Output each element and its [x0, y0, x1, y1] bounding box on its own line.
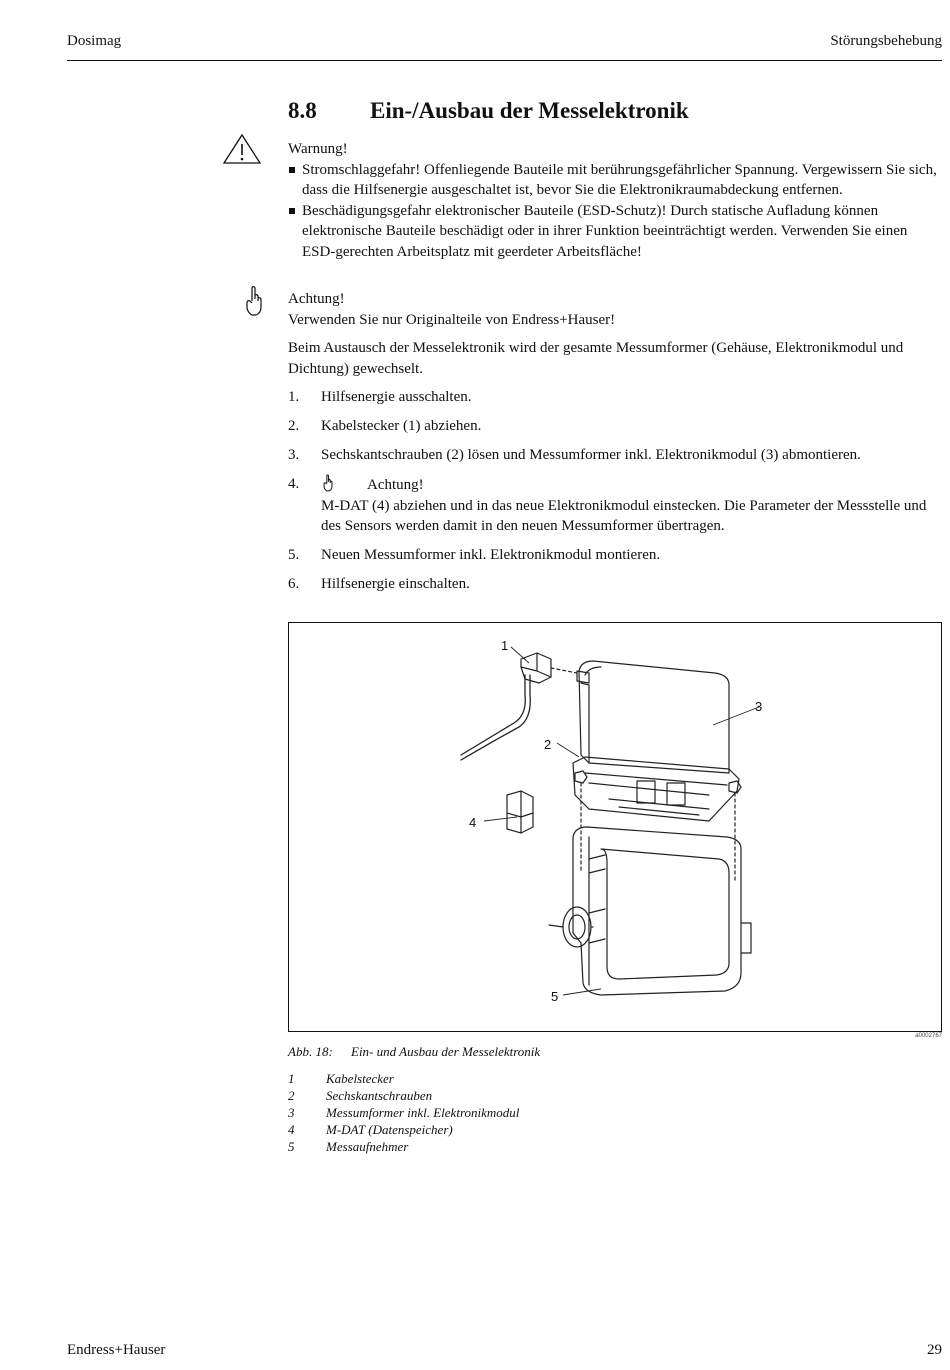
hex-screw: [729, 781, 741, 793]
legend-key: 3: [288, 1105, 295, 1120]
cable: [461, 675, 525, 755]
step-number: 5.: [288, 547, 300, 563]
caption-text: Ein- und Ausbau der Messelektronik: [351, 1044, 541, 1059]
pointing-hand-icon: [321, 474, 335, 492]
step-text: Sechskantschrauben (2) lösen und Messumformer inkl. Elektronikmodul (3) abmontieren.: [321, 447, 861, 463]
section-title: Ein-/Ausbau der Messelektronik: [370, 98, 689, 123]
figure-id: a0002767: [915, 1033, 942, 1039]
legend-value: Sechskantschrauben: [326, 1088, 433, 1103]
legend-key: 5: [288, 1139, 295, 1154]
legend-value: Kabelstecker: [326, 1071, 394, 1086]
exploded-assembly-drawing: [289, 623, 941, 1031]
step-number: 3.: [288, 447, 300, 463]
legend-value: Messumformer inkl. Elektronikmodul: [326, 1105, 520, 1120]
step-item: [288, 574, 942, 595]
figure-frame: [288, 622, 942, 1032]
legend-value: M-DAT (Datenspeicher): [326, 1122, 453, 1137]
steps-list: [288, 387, 942, 595]
caution-label: Achtung!: [288, 291, 345, 307]
steps-block: [288, 387, 942, 603]
warning-label: Warnung!: [288, 141, 348, 157]
legend-key: 2: [288, 1088, 295, 1103]
step-note: [321, 474, 942, 496]
step-text: Hilfsenergie einschalten.: [321, 576, 470, 592]
warning-triangle-icon: [222, 133, 262, 165]
callout-number: 3: [755, 699, 763, 714]
legend-key: 1: [288, 1071, 295, 1086]
step-item: [288, 387, 942, 408]
callout-number: 1: [501, 638, 509, 653]
warning-block: [288, 139, 942, 262]
step-number: 4.: [288, 476, 300, 492]
caption-label: Abb. 18:: [288, 1044, 333, 1059]
header-product-name: Dosimag: [67, 33, 122, 49]
step-text: Neuen Messumformer inkl. Elektronikmodul montieren.: [321, 547, 661, 563]
step-item: [288, 474, 942, 537]
step-text: M-DAT (4) abziehen und in das neue Elektronikmodul einstecken. Die Parameter der Messstelle und des Sensors werden damit in den neuen Messumformer übertragen.: [321, 497, 927, 534]
legend-row: [288, 1087, 519, 1104]
header-divider: [67, 60, 942, 61]
figure-caption: [288, 1044, 540, 1060]
legend-row: [288, 1070, 519, 1087]
step-number: 6.: [288, 576, 300, 592]
step-number: 1.: [288, 389, 300, 405]
sensor-fitting: [563, 907, 591, 947]
warning-item: Stromschlaggefahr! Offenliegende Bauteile mit berührungsgefährlicher Spannung. Vergewissern Sie sich, dass die Hilfsenergie ausgeschaltet ist, bevor Sie die Elektronikraumabdeckung entfernen.: [288, 160, 942, 201]
step-item: [288, 545, 942, 566]
callout-number: 2: [544, 737, 552, 752]
caution-text: Verwenden Sie nur Originalteile von Endress+Hauser!: [288, 311, 616, 328]
intro-paragraph: [288, 338, 942, 379]
legend-key: 4: [288, 1122, 295, 1137]
footer-company: Endress+Hauser: [67, 1342, 166, 1358]
figure-legend: [288, 1070, 519, 1155]
callout-number: 4: [469, 815, 477, 830]
legend-row: [288, 1104, 519, 1121]
legend-row: [288, 1138, 519, 1155]
step-text: Kabelstecker (1) abziehen.: [321, 418, 482, 434]
section-heading: [288, 96, 689, 126]
step-item: [288, 416, 942, 437]
section-number: 8.8: [288, 98, 317, 123]
step-note-label: Achtung!: [367, 477, 424, 493]
warning-item: Beschädigungsgefahr elektronischer Bauteile (ESD-Schutz)! Durch statische Aufladung können elektronische Bauteile beschädigt oder in ihrer Funktion beeinträchtigt werden. Verwenden Sie einen ESD-gerechten Arbeitsplatz mit geerdeter Arbeitsfläche!: [288, 201, 942, 263]
warning-list: [288, 160, 942, 263]
step-text: Hilfsenergie ausschalten.: [321, 389, 472, 405]
callout-number: 5: [551, 989, 559, 1004]
transmitter-housing: [579, 661, 729, 773]
pointing-hand-icon: [244, 285, 264, 317]
electronics-module: [573, 757, 739, 821]
legend-value: Messaufnehmer: [326, 1139, 409, 1154]
intro-text: Beim Austausch der Messelektronik wird der gesamte Messumformer (Gehäuse, Elektronikmodul und Dichtung) gewechselt.: [288, 340, 904, 377]
legend-row: [288, 1121, 519, 1138]
step-item: [288, 445, 942, 466]
header-chapter-name: Störungsbehebung: [830, 33, 942, 49]
page-number: 29: [927, 1342, 942, 1358]
step-number: 2.: [288, 418, 300, 434]
caution-block: [288, 289, 942, 330]
mdat-memory: [507, 791, 533, 833]
